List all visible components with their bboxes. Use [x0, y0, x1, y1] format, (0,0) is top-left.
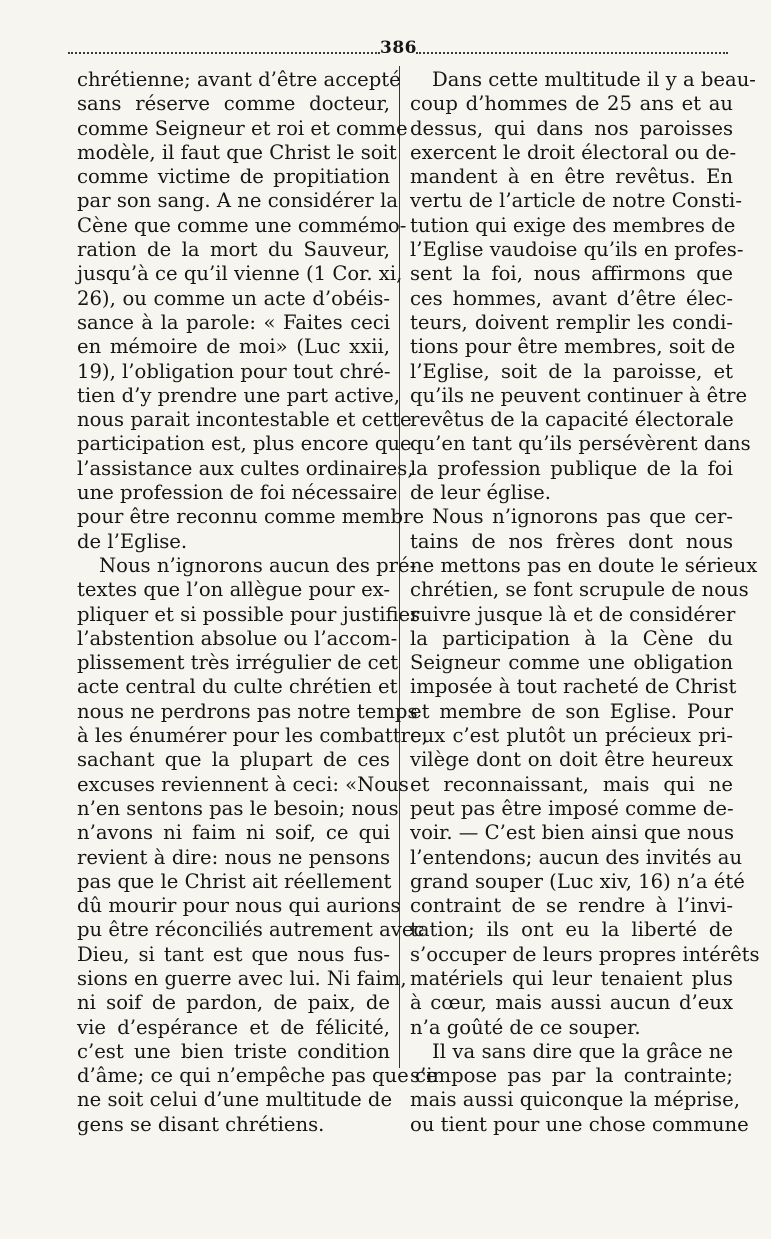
text-line: dessus, qui dans nos paroisses	[410, 116, 733, 140]
page-number: 386	[380, 38, 417, 58]
text-line: exercent le droit électoral ou de-	[410, 140, 737, 164]
text-line: dû mourir pour nous qui aurions	[77, 894, 401, 918]
text-line: mais aussi quiconque la méprise,	[410, 1088, 740, 1112]
text-line: contraint de se rendre à l’invi-	[410, 894, 733, 918]
text-line: ou tient pour une chose commune	[410, 1112, 749, 1136]
right-column	[410, 68, 760, 1137]
text-line: gens se disant chrétiens.	[77, 1112, 325, 1136]
text-line: comme victime de propitiation	[77, 165, 390, 189]
text-line: sachant que la plupart de ces	[77, 748, 390, 772]
text-line: tation; ils ont eu la liberté de	[410, 918, 733, 942]
text-line: acte central du culte chrétien et	[77, 675, 398, 699]
text-line: l’assistance aux cultes ordinaires,	[77, 456, 414, 480]
text-line: et membre de son Eglise. Pour	[410, 699, 733, 723]
text-line: peut pas être imposé comme de-	[410, 796, 734, 820]
text-line: voir. — C’est bien ainsi que nous	[410, 821, 735, 845]
text-line: par son sang. A ne considérer la	[77, 189, 399, 213]
text-line: Cène que comme une commémo-	[77, 213, 407, 237]
text-line: imposée à tout racheté de Christ	[410, 675, 737, 699]
text-line: la profession publique de la foi	[410, 456, 733, 480]
text-line: c’est une bien triste condition	[77, 1039, 390, 1063]
text-line: matériels qui leur tenaient plus	[410, 966, 733, 990]
left-column	[77, 68, 438, 1137]
text-line: chrétien, se font scrupule de nous	[410, 578, 749, 602]
text-line: de l’Eglise.	[77, 529, 188, 553]
text-line: sions en guerre avec lui. Ni faim,	[77, 966, 407, 990]
text-line: pour être reconnu comme membre	[77, 505, 425, 529]
text-line: pu être réconciliés autrement avec	[77, 918, 425, 942]
text-line: l’entendons; aucun des invités au	[410, 845, 743, 869]
text-line: sans réserve comme docteur,	[77, 92, 390, 116]
text-line: vertu de l’article de notre Consti-	[410, 189, 742, 213]
text-line: pliquer et si possible pour justifier	[77, 602, 420, 626]
text-line: nous parait incontestable et cette	[77, 408, 412, 432]
text-line: tution qui exige des membres de	[410, 213, 736, 237]
text-line: de leur église.	[410, 481, 551, 505]
text-line: ni soif de pardon, de paix, de	[77, 991, 390, 1015]
text-line: ration de la mort du Sauveur,	[77, 238, 390, 262]
text-line: n’a goûté de ce souper.	[410, 1015, 641, 1039]
text-line: ne mettons pas en doute le sérieux	[410, 553, 758, 577]
text-line: d’âme; ce qui n’empêche pas que ce	[77, 1064, 438, 1088]
text-line: à cœur, mais aussi aucun d’eux	[410, 991, 733, 1015]
text-line: l’Eglise, soit de la paroisse, et	[410, 359, 733, 383]
text-line: tions pour être membres, soit de	[410, 335, 736, 359]
text-line: l’abstention absolue ou l’accom-	[77, 626, 398, 650]
text-line: ces hommes, avant d’être élec-	[410, 286, 733, 310]
text-line: ne soit celui d’une multitude de	[77, 1088, 393, 1112]
text-line: plissement très irrégulier de cet	[77, 651, 399, 675]
header-rule-left	[68, 52, 380, 54]
text-line: en mémoire de moi» (Luc xxii,	[77, 335, 390, 359]
text-line: chrétienne; avant d’être accepté	[77, 68, 401, 91]
text-line: Dieu, si tant est que nous fus-	[77, 942, 390, 966]
text-line: teurs, doivent remplir les condi-	[410, 310, 733, 334]
text-line: l’Eglise vaudoise qu’ils en profes-	[410, 238, 744, 262]
text-line: grand souper (Luc xiv, 16) n’a été	[410, 869, 745, 893]
text-line: n’avons ni faim ni soif, ce qui	[77, 821, 390, 845]
text-line: vie d’espérance et de félicité,	[77, 1015, 390, 1039]
text-line: nous ne perdrons pas notre temps	[77, 699, 418, 723]
text-line: s’impose pas par la contrainte;	[410, 1064, 733, 1088]
text-line: tien d’y prendre une part active,	[77, 383, 400, 407]
text-line: Dans cette multitude il y a beau-	[432, 68, 756, 91]
text-line: s’occuper de leurs propres intérêts	[410, 942, 760, 966]
text-line: jusqu’à ce qu’il vienne (1 Cor. xi,	[77, 262, 403, 286]
text-line: participation est, plus encore que	[77, 432, 412, 456]
text-line: sent la foi, nous affirmons que	[410, 262, 733, 286]
text-line: à les énumérer pour les combattre,	[77, 724, 428, 748]
text-line: revêtus de la capacité électorale	[410, 408, 734, 432]
text-line: tains de nos frères dont nous	[410, 529, 733, 553]
text-line: Nous n’ignorons aucun des pré-	[99, 553, 417, 577]
text-line: excuses reviennent à ceci: «Nous	[77, 772, 409, 796]
text-line: comme Seigneur et roi et comme	[77, 116, 408, 140]
text-line: Seigneur comme une obligation	[410, 651, 733, 675]
text-line: vilège dont on doit être heureux	[410, 748, 733, 772]
text-line: Il va sans dire que la grâce ne	[432, 1039, 733, 1063]
text-line: revient à dire: nous ne pensons	[77, 845, 390, 869]
text-line: une profession de foi nécessaire	[77, 481, 398, 505]
text-line: mandent à en être revêtus. En	[410, 165, 733, 189]
text-line: et reconnaissant, mais qui ne	[410, 772, 733, 796]
text-line: eux c’est plutôt un précieux pri-	[410, 724, 733, 748]
text-line: qu’ils ne peuvent continuer à être	[410, 383, 748, 407]
text-line: sance à la parole: « Faites ceci	[77, 310, 390, 334]
text-line: coup d’hommes de 25 ans et au	[410, 92, 733, 116]
text-line: 26), ou comme un acte d’obéis-	[77, 286, 390, 310]
header-rule-right	[416, 52, 728, 54]
text-line: Nous n’ignorons pas que cer-	[432, 505, 733, 529]
text-line: modèle, il faut que Christ le soit	[77, 140, 397, 164]
text-line: textes que l’on allègue pour ex-	[77, 578, 390, 602]
text-line: n’en sentons pas le besoin; nous	[77, 796, 399, 820]
page-header	[68, 38, 728, 60]
text-line: 19), l’obligation pour tout chré-	[77, 359, 391, 383]
text-line: la participation à la Cène du	[410, 626, 733, 650]
text-line: qu’en tant qu’ils persévèrent dans	[410, 432, 751, 456]
text-line: suivre jusque là et de considérer	[410, 602, 736, 626]
text-line: pas que le Christ ait réellement	[77, 869, 392, 893]
